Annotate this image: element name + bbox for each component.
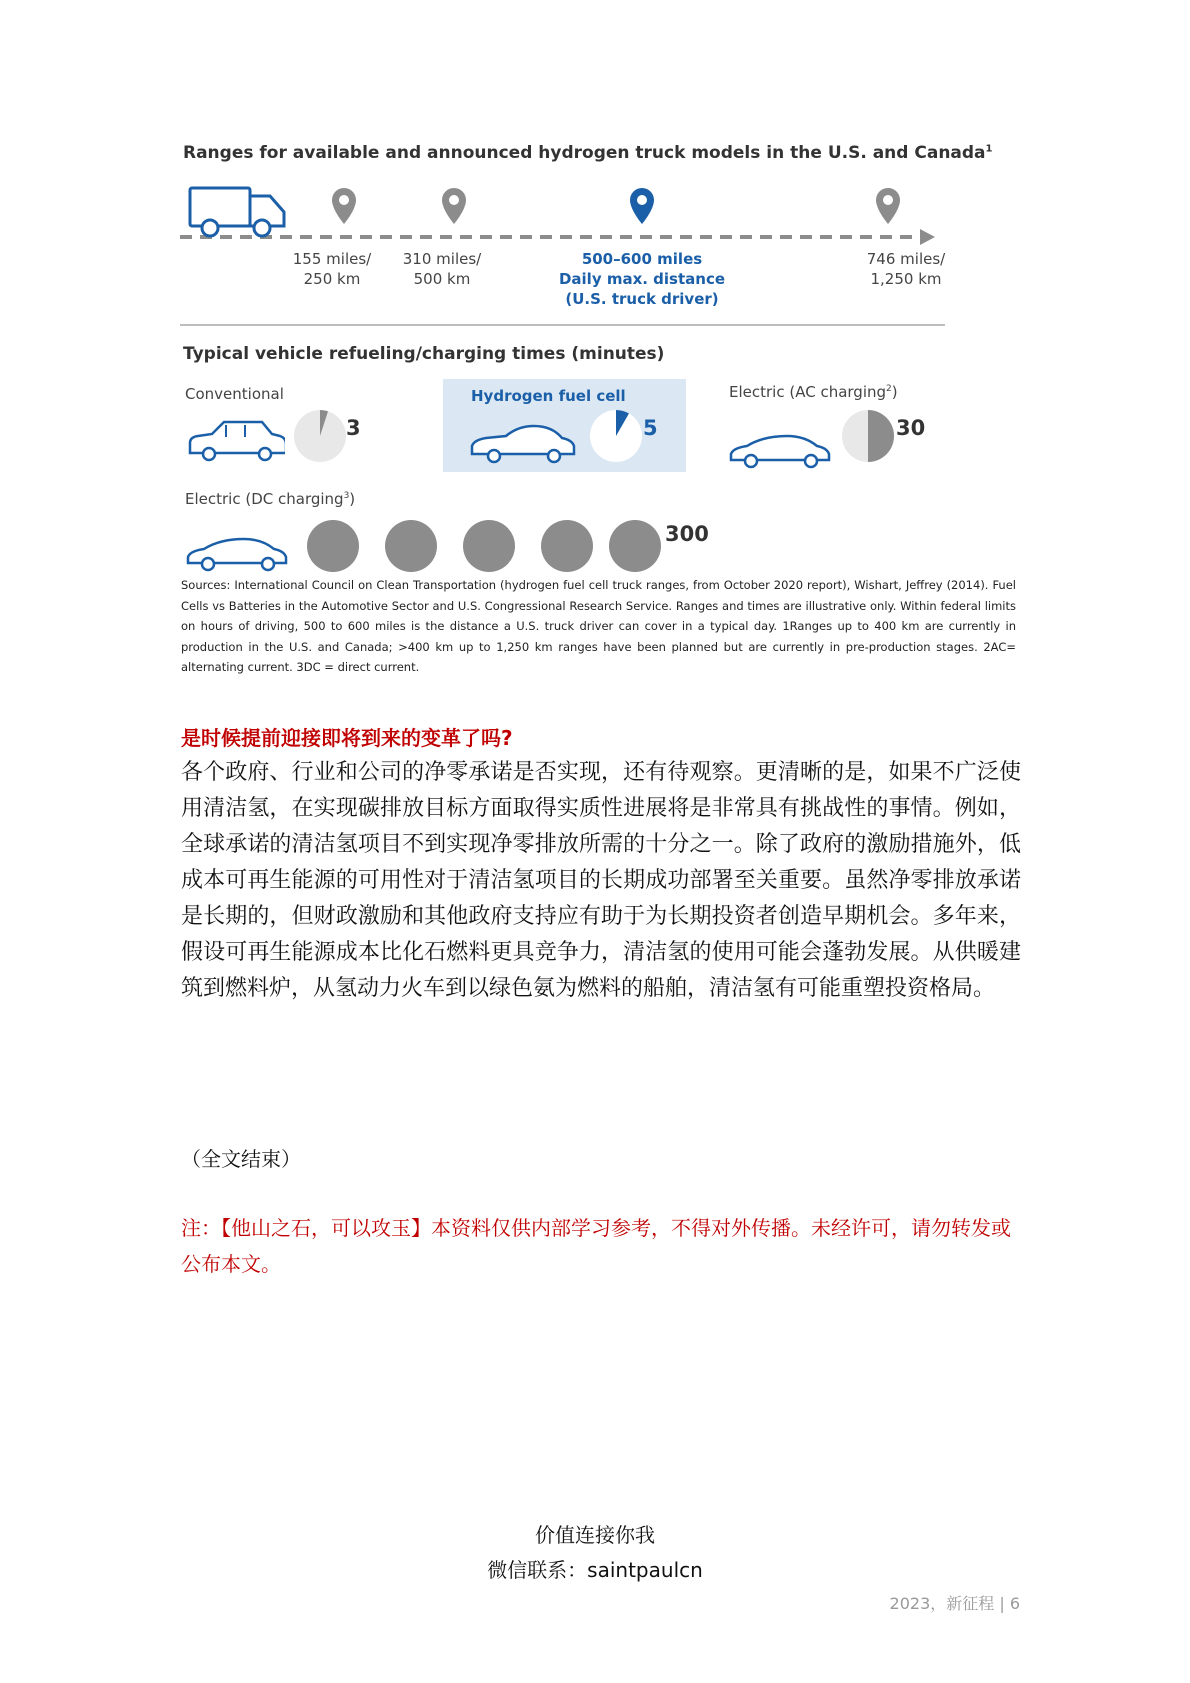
- page-number: 2023，新征程 | 6: [889, 1594, 1020, 1613]
- category-label-conventional: Conventional: [185, 385, 284, 403]
- full-hour-disc: [385, 520, 437, 572]
- footer-slogan: 价值连接你我: [535, 1523, 655, 1547]
- time-value-hydrogen: 5: [643, 416, 658, 440]
- location-pin-icon: [442, 188, 466, 224]
- divider: [180, 324, 945, 326]
- range-stop-label: 155 miles/ 250 km: [292, 250, 372, 288]
- sedan-icon: [468, 422, 578, 466]
- timeline-arrow-icon: [920, 229, 935, 245]
- time-value-electric-dc: 300: [665, 522, 709, 546]
- full-hour-disc: [609, 520, 661, 572]
- sports-car-icon: [727, 430, 833, 470]
- disclaimer-note: 注：【他山之石，可以攻玉】本资料仅供内部学习参考，不得对外传播。未经许可，请勿转发或公布本文。: [181, 1216, 1011, 1276]
- time-value-electric-ac: 30: [896, 416, 926, 440]
- truck-icon: [190, 188, 284, 236]
- footer-contact: 微信联系：saintpaulcn: [487, 1558, 703, 1582]
- sports-car-icon: [184, 533, 290, 573]
- figure-sources: Sources: International Council on Clean Transportation (hydrogen fuel cell truck ranges, from October 2020 report), Wishart, Jeffrey (2014). Fuel Cells vs Batteries in the Automotive Sector and U.S. Congressional Research Service. Ranges and times are illustrative only. Within federal limits on hours of driving, 500 to 600 miles is the distance a U.S. truck driver can cover in a typical day. 1Ranges up to 400 km are currently in production in the U.S. and Canada; >400 km up to 1,250 km ranges have been planned but are currently in pre-production stages. 2AC= alternating current. 3DC = direct current.: [181, 578, 1016, 674]
- full-hour-disc: [307, 520, 359, 572]
- location-pin-highlight-icon: [630, 188, 654, 224]
- category-label-electric-dc: Electric (DC charging$^3$): [185, 490, 356, 508]
- section-heading: 是时候提前迎接即将到来的变革了吗?: [181, 726, 513, 750]
- location-pin-icon: [876, 188, 900, 224]
- time-pie-electric-ac: [840, 408, 896, 464]
- car-icon: [185, 415, 285, 465]
- full-hour-disc: [463, 520, 515, 572]
- time-pie-hydrogen: [588, 408, 644, 464]
- category-label-hydrogen: Hydrogen fuel cell: [471, 387, 626, 405]
- location-pin-icon: [332, 188, 356, 224]
- range-timeline: [180, 180, 960, 260]
- range-stop-label: 746 miles/ 1,250 km: [866, 250, 946, 288]
- category-label-electric-ac: Electric (AC charging$^2$): [729, 383, 898, 401]
- range-stop-label-highlight: 500–600 miles Daily max. distance (U.S. truck driver): [558, 250, 726, 308]
- body-paragraph: 各个政府、行业和公司的净零承诺是否实现，还有待观察。更清晰的是，如果不广泛使用清洁氢，在实现碳排放目标方面取得实质性进展将是非常具有挑战性的事情。例如，全球承诺的清洁氢项目不到实现净零排放所需的十分之一。除了政府的激励措施外，低成本可再生能源的可用性对于清洁氢项目的长期成功部署至关重要。虽然净零排放承诺是长期的，但财政激励和其他政府支持应有助于为长期投资者创造早期机会。多年来，假设可再生能源成本比化石燃料更具竞争力，清洁氢的使用可能会蓬勃发展。从供暖建筑到燃料炉，从氢动力火车到以绿色氨为燃料的船舶，清洁氢有可能重塑投资格局。: [181, 760, 1021, 1001]
- full-hour-disc: [541, 520, 593, 572]
- refuel-chart-title: Typical vehicle refueling/charging times (minutes): [183, 344, 665, 364]
- time-discs-electric-dc: [305, 518, 665, 574]
- range-chart-title: Ranges for available and announced hydrogen truck models in the U.S. and Canada$^1$: [183, 143, 993, 163]
- range-stop-label: 310 miles/ 500 km: [402, 250, 482, 288]
- time-value-conventional: 3: [346, 416, 361, 440]
- time-pie-conventional: [292, 408, 348, 464]
- closing-text: （全文结束）: [181, 1147, 301, 1171]
